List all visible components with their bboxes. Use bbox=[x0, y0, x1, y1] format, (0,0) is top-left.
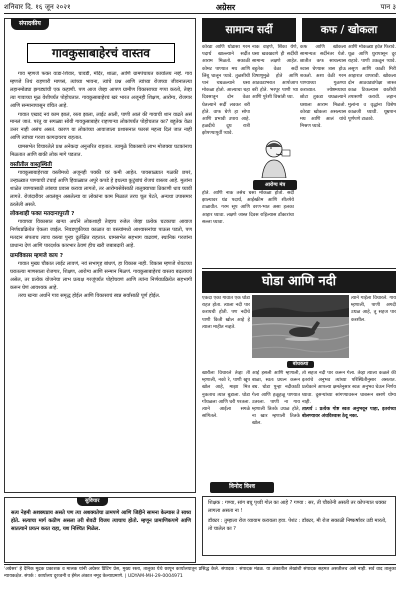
editorial-paragraph: गावात एखादं नवं काम झालं, रस्ता झाला, लाईट आली, पाणी आलं की गावाची शान वाढते असं मानलं जातं. परंतु या सगळ्या सोयी गावकुसाबाहेर राहणाऱ्या लोकांपर्यंत पोहोचतात का? बहुतेक वेळा उत्तर नाही असंच असतं. कारण या लोकांच्या आवाजाला प्रशासनात फारसं महत्त्व दिलं जात नाही आणि त्यांच्या गरजा कागदावरच राहतात. bbox=[10, 111, 192, 142]
editorial-title: गावकुसाबाहेरचं वास्तव bbox=[27, 43, 175, 63]
story-column-b2: आई हसली आणि म्हणाली, बाळा, स्वतः प्रयत्न करून बघ. घोडा पुन्हा नदीकाठी गेला आणि हळूहळू पाण्यात उतरला. पाणी ना गाय म्हणाली तितके उथळ होते, ना खार म्हणाली तितके खोल. bbox=[252, 371, 300, 427]
thought-box bbox=[4, 497, 196, 563]
story-text: तो सहज नदी पार करून गेला. तेव्हा त्याला कळले की इतरांचे अनुभव त्यांच्या परिस्थितीनुसार असतात. प्रत्येकाने आपल्या क्षमतेनुसार स्वतः अनुभव घेऊन निर्णय घ्यावा. दुसऱ्यांच्या सांगण्यावरून घाबरून बसणे योग्य नाही. bbox=[302, 371, 396, 405]
story-column-b3 bbox=[302, 370, 396, 474]
joke-2: डॉक्टर : तुम्हाला रोज व्यायाम करायला हवा. पेशंट : डॉक्टर, मी रोज सकाळी निष्कर्षांवर उडी मारतो, तो चालेल का ? bbox=[208, 518, 387, 532]
cold-bottom-column: होते. आणि नाक तसेच घसा मोकळा होतो. सर्दी झाल्यावर थंड पदार्थ, आईस्क्रीम आणि शीतपेये टाळावीत. गरम सूप आणि वरण-भात असा हलका आहार घ्यावा. लक्षणे जास्त दिवस राहिल्यास डॉक्टरांचा सल्ला घ्यावा. bbox=[202, 191, 294, 225]
editorial-paragraph: तरच खऱ्या अर्थाने गाव समृद्ध होईल आणि विकासाचं स्वप्न सर्वांसाठी पूर्ण होईल. bbox=[18, 293, 161, 300]
editorial-paragraph: गावाच्या विकासात खऱ्या अर्थाने लोकशाही तेव्हाच रुजेल जेव्हा प्रत्येक घटकाचा आवाज निर्णयप्रक्रियेत ऐकला जाईल. निवडणुकीच्या काळात या वस्त्यांमध्ये आश्वासनांचा पाऊस पडतो, पण मतदान संपताच त्याच वस्त्या पुन्हा दुर्लक्षित राहतात. ग्रामसभेत सहभाग वाढवणं, स्थानिक गरजांना प्राधान्य देणं आणि पारदर्शक कारभार ठेवणं हीच खरी जबाबदारी आहे. bbox=[10, 219, 192, 250]
editorial-paragraph: गावात मुख्य चौकात लाईट लावणं, नवं सभागृह बांधणं, हा विकास नाही. विकास म्हणजे शेवटच्या घरातल्या माणसाला रोजगार, शिक्षण, आरोग्य आणि सन्मान मिळणं. गावकुसाबाहेरचं वास्तव बदलायचं असेल, तर प्रत्येक योजनेचा लाभ प्रत्यक्ष गरजूंपर्यंत पोहोचवणं आणि त्यांना निर्णयप्रक्रियेत सहभागी करून घेणं आवश्यक आहे. bbox=[10, 260, 192, 291]
cold-heading: सामान्य सर्दी bbox=[202, 18, 296, 42]
editorial-paragraph: गावकुसाबाहेरच्या वस्तीमध्ये अजूनही पक्की घरं कमी आहेत. पावसाळ्यात गळकी छपरं, उन्हाळ्यात पाण्याची टंचाई आणि हिवाळ्यात अपुरे कपडे हे इथल्या कुटुंबांचं रोजचं वास्तव आहे. मुलांना शाळेत जाण्यासाठी लांबचा प्रवास करावा लागतो, तर आरोग्यसेवेसाठी तालुक्याच्या ठिकाणी धाव घ्यावी लागते. रोजंदारीवर अवलंबून असलेल्या या लोकांना काम मिळालं तरच चूल पेटते, अन्यथा उपासमार ठरलेली असते. bbox=[10, 169, 192, 208]
health-mantra-label: आरोग्य मंत्र bbox=[253, 180, 297, 190]
imprint-footer: 'अग्रेसर' हे दैनिक मुद्रक प्रकाशक व मालक यांनी अग्रेसर प्रिंटिंग प्रेस, मुख्य रस्ता, तालुका येथे छापून कार्यालयातून प्रसिद्ध केले. संपादक : संपादक मंडळ. या अंकातील लेखांशी संपादक सहमत असतीलच असे नाही. सर्व वाद तालुका न्यायकक्षेत. संपर्क : कार्यालय दूरध्वनी व ईमेल अंकात नमूद केल्याप्रमाणे. | UDYAM-MH-29-0004971 bbox=[4, 564, 396, 606]
story-moral: तात्पर्य : प्रत्येक गोष्ट स्वतः अनुभवून पाहा, इतरांच्या बोलण्यावर अंधविश्वास ठेवू नका. bbox=[302, 407, 396, 420]
page-number: पान ३ bbox=[380, 2, 396, 11]
cough-column-1: कफ आणि खोकला सामान्यतः सर्दीनंतर येतो. छातीत कफ साचल्यास श्वास घेण्यास त्रास होऊ शकतो. अशा वेळी गरम पाण्याच्या गुळण्या कराव्यात. ज्येष्ठमधाचा छोटा तुकडा चघळल्याने घशाला आराम मिळतो. कोरडा खोकला असल्यास मध आणि आलं यांचे मिश्रण घ्यावे. bbox=[300, 45, 346, 130]
editorial-paragraph: ग्रामसभेत विचारलेले प्रश्न अनेकदा अनुत्तरित राहतात. त्यामुळे विकासाचे लाभ मोजक्या घटकांनाच मिळतात आणि बाकी लोक मागे पडतात. bbox=[10, 144, 192, 159]
editorial-subheading: वस्तीतील वास्तुस्थिती bbox=[10, 161, 52, 168]
editorial-box bbox=[4, 18, 196, 493]
cough-column-2: आणि मोकळ्या हवेत फिरावे. धूळ आणि धुरापासून दूर राहावे. पाणी उकळून प्यावे. लसूण आणि काळी मिरी आहारात वापरावी. खोकला दोन आठवड्यांपेक्षा जास्त काळ टिकल्यास छातीची तपासणी करावी. लहान मुलांना व वृद्धांना विशेष काळजी घ्यावी. धूम्रपान पूर्णपणे टाळावे. bbox=[348, 45, 396, 123]
story-column-left: एकदा एका गावात एक घोडा राहत होता. त्याला नदी पार करायची होती. पण नदीचे पाणी किती खोल आहे हे त्याला माहीत नव्हते. bbox=[202, 296, 250, 330]
moral-story-label-wrap bbox=[252, 360, 349, 368]
cold-column-1: कोरडा आणि थोडासा गरम पदार्थ खाल्ल्याने सर्दीत आराम मिळतो. सकाळी कोमट पाण्यात मध आणि लिंबू घालून प्यावे. तुळशीची पानं चघळल्याने घसा मोकळा होतो. आल्याचा चहा दिवसातून दोन वेळा घेतल्याने सर्दी लवकर बरी होते. वाफ घेणे हा सोपा आणि प्रभावी उपाय आहे. हळदीचे दूध रात्री झोपण्यापूर्वी प्यावे. bbox=[202, 45, 250, 137]
sneezing-person-illustration bbox=[252, 136, 296, 178]
moral-story-label: बोधकथा bbox=[287, 361, 315, 368]
humor-box bbox=[202, 496, 396, 556]
story-column-right: त्याने गाईला विचारले. गाय म्हणाली, पाणी अगदी उथळ आहे, तू सहज पार करशील. bbox=[351, 296, 396, 323]
humor-label: विनोद विश्व bbox=[210, 482, 274, 493]
thought-text: सत्य नेहमी अशक्यप्राय असते पण त्या अशक्यतेचा ठामपणे आणि जिद्दीने सामना केल्यास ते साध्य होते. सत्याचा मार्ग कठीण असला तरी शेवटी विजय त्याचाच होतो. म्हणून प्रामाणिकपणे आणि सातत्याने प्रयत्न करत राहा, यश निश्चित मिळेल. bbox=[11, 510, 191, 532]
section-divider bbox=[202, 268, 396, 269]
editorial-subheading: ग्रामविकास म्हणजे काय ? bbox=[10, 252, 63, 259]
joke-1: शिक्षक : गण्या, सांग बघू पृथ्वी गोल का आहे ? गण्या : सर, ती चौकोनी असती तर कोपऱ्यात धक्का लागला असता ना ! bbox=[208, 500, 387, 514]
story-column-b1: खारीला विचारले तेव्हा ती म्हणाली, नको रे, पाणी खूप खोल आहे, माझा मित्र नुकताच त्यात बुडाला. घोडा गोंधळला आणि घरी परतला. त्याने आईला सगळे सांगितले. bbox=[202, 371, 250, 420]
story-title: घोडा आणि नदी bbox=[202, 271, 396, 293]
editorial-body bbox=[10, 71, 192, 489]
page-header bbox=[4, 2, 396, 14]
editorial-label: संपादकीय bbox=[11, 18, 49, 30]
thought-label: सुविचार bbox=[77, 497, 108, 506]
editorial-subheading: लोकशाही फक्त मतदानापुरती ? bbox=[10, 211, 75, 218]
masthead: अग्रेसर bbox=[215, 1, 236, 12]
horse-river-photo bbox=[252, 295, 349, 358]
editorial-paragraph: गाव म्हणजे फक्त वाडा-शिवार, चावडी, मंदिर, शाळा, आणि ग्रामपंचायत कार्यालय नव्हे. गाव म्हणजे तिथं राहणारी माणसं, त्यांच्या भावना, त्यांचे प्रश्न आणि त्यांच्या रोजच्या जीवनातल्या लहानमोठ्या झगड्यांची एक कहाणी. पण आज जेव्हा आपण ग्रामीण विकासाच्या गप्पा करतो, तेव्हा त्या गावाच्या मूळ वेशीपर्यंत पोहोचतात. गावकुसाबाहेरचं खरं भारत अजूनही शिक्षण, आरोग्य, रोजगार आणि सन्मानापासून वंचित आहे. bbox=[10, 71, 192, 109]
issue-date: शनिवार दि. १६ जून २०२१ bbox=[4, 2, 71, 11]
cold-column-2: नाक वाहणे, शिंका येणे, घसा खवखवणे ही सर्दीची सामान्य लक्षणे आहेत. बहुतेक वेळा सर्दी विषाणूमुळे होते आणि आठवडाभरात आपोआप बरी होते. भरपूर पाणी प्या आणि पुरेशी विश्रांती घ्या. bbox=[252, 45, 298, 101]
cough-heading: कफ / खोकला bbox=[302, 18, 396, 42]
